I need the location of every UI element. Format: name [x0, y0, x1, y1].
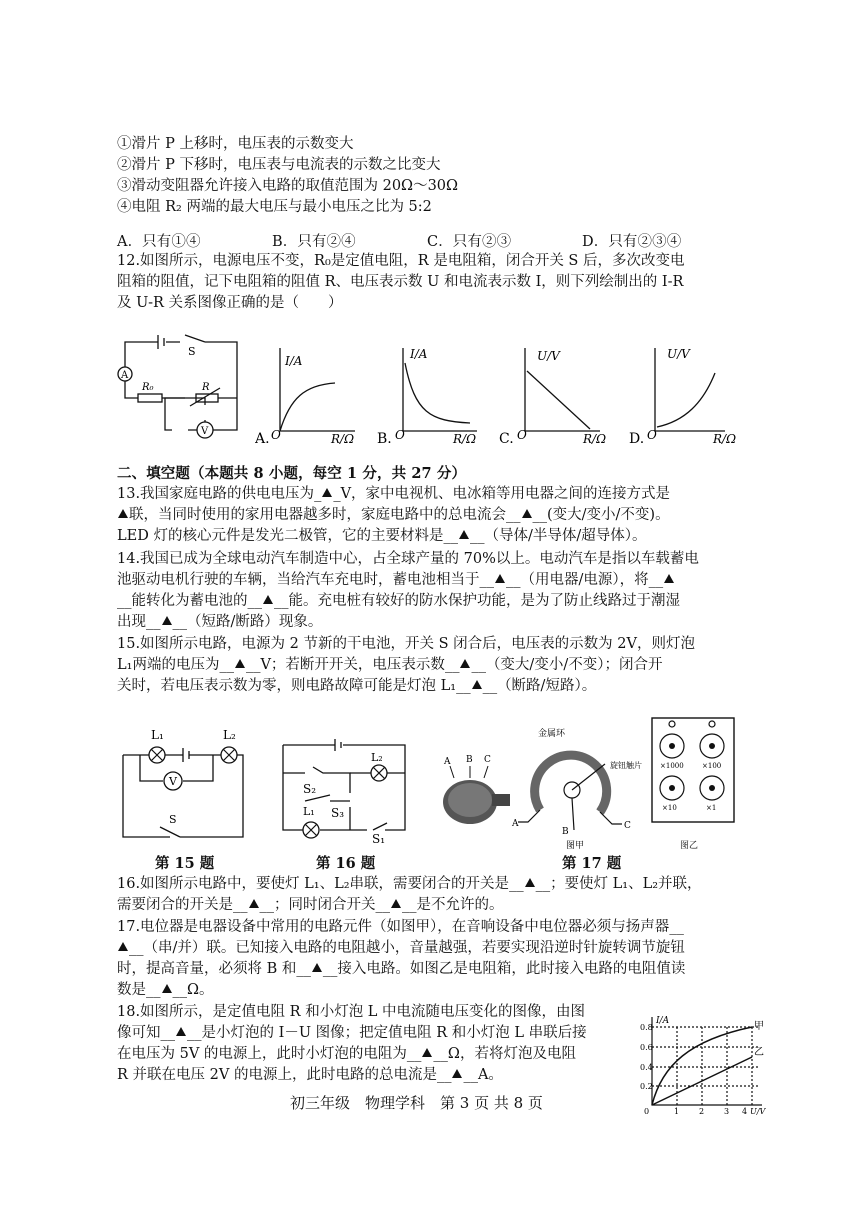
q18-xtick: 3: [724, 1107, 730, 1115]
q13-l3a: LED 灯的核心元件是发光二极管，它的主要材料是: [117, 528, 444, 544]
q16-l2c: 是不允许的。: [416, 897, 504, 913]
section2-title: 二、填空题（本题共 8 小题，每空 1 分，共 27 分）: [117, 465, 467, 482]
q18-l1: 18.如图所示，是定值电阻 R 和小灯泡 L 中电流随电压变化的图像，由图: [117, 1004, 586, 1020]
fig16-s3-label: S₃: [331, 806, 345, 820]
fig15-lamp-l1: [149, 747, 165, 763]
dial-100-label: ×100: [702, 762, 722, 770]
q11-option-1: ①滑片 P 上移时，电压表的示数变大: [117, 136, 354, 152]
q15-l2a: L₁两端的电压为: [117, 657, 220, 673]
q13-l1a: 13.我国家庭电路的供电电压为: [117, 486, 315, 502]
fig15-l2-label: L₂: [223, 728, 236, 742]
graph-c-origin: O: [517, 428, 527, 442]
q15-l3b: （断路/短路）。: [497, 678, 597, 694]
q18-yi-label: 乙: [754, 1047, 764, 1058]
graph-a-choice: A.: [255, 431, 270, 447]
q14-l4b: （短路/断路）现象。: [187, 614, 323, 630]
q17-l3a: 时，提高音量，必须将 B 和: [117, 961, 297, 977]
q18-ytick: 0.8: [640, 1023, 653, 1032]
fig15-s-label: S: [169, 813, 177, 826]
q17-l3b: 接入电路。如图乙是电阻箱，此时接入电路的电阻值读: [337, 961, 686, 977]
potentiometer-photo: [443, 766, 510, 824]
fig16-s1-label: S₁: [372, 832, 386, 846]
q12-line1: 12.如图所示，电源电压不变，R₀是定值电阻，R 是电阻箱，闭合开关 S 后，多次改变电: [117, 253, 685, 269]
answer-blank-icon: [460, 659, 470, 668]
answer-blank-icon: [263, 595, 273, 604]
q13-l3b: （导体/半导体/超导体）。: [484, 528, 647, 544]
q12-r0-label: R₀: [142, 382, 154, 393]
q15-l1: 15.如图所示电路，电源为 2 节新的干电池，开关 S 闭合后，电压表的示数为 2V，则灯泡: [117, 636, 695, 652]
answer-blank-icon: [495, 574, 505, 583]
q12-switch-label: S: [188, 345, 196, 358]
q12-circuit-diagram: [110, 330, 245, 440]
photo-c-label: C: [484, 755, 491, 765]
graph-d-origin: O: [647, 428, 657, 442]
q14-l4a: 出现: [117, 614, 146, 630]
q18-xlabel: U/V: [750, 1107, 766, 1115]
answer-blank-icon: [322, 488, 332, 497]
dial-1000-label: ×1000: [660, 762, 684, 770]
q11-option-3: ③滑动变阻器允许接入电路的取值范围为 20Ω～30Ω: [117, 178, 459, 194]
fig15-l1-label: L₁: [151, 728, 164, 742]
q11-answer-a: A．只有①④: [117, 234, 201, 250]
q18-l2a: 像可知: [117, 1025, 161, 1041]
q18: 18.如图所示，是定值电阻 R 和小灯泡 L 中电流随电压变化的图像，由图 像可知__ __是小灯泡的 I－U 图像；把定值电阻 R 和小灯泡 L 串联后接 在电压为 5V 的电源上，此时小灯泡的电阻为__ __Ω，若将灯泡及电阻 R 并联在电压 2V 的电源上，此时电路的总电流是__ __A。: [117, 1002, 757, 1086]
q18-xtick: 4: [742, 1107, 748, 1115]
fig17-resistance-box: [650, 716, 740, 831]
answer-blank-icon: [249, 899, 259, 908]
q12-r-label: R: [202, 382, 210, 393]
q17-l4b: Ω。: [187, 982, 214, 998]
q11-answer-b: B．只有②④: [272, 234, 356, 250]
fig15-caption: 第 15 题: [155, 855, 215, 872]
q11-option-4: ④电阻 R₂ 两端的最大电压与最小电压之比为 5:2: [117, 199, 432, 215]
q18-ytick: 0.4: [640, 1063, 653, 1072]
q18-l3b: Ω，若将灯泡及电阻: [447, 1046, 576, 1062]
answer-blank-icon: [391, 899, 401, 908]
q13-l2b: (变大/变小/不变)。: [547, 507, 670, 523]
schem-b-label: B: [562, 827, 569, 837]
q12-ammeter-label: A: [121, 370, 129, 381]
q15-l2b: V；若断开开关，电压表示数: [260, 657, 445, 673]
answer-blank-icon: [176, 1027, 186, 1036]
metal-ring-label: 金属环: [538, 729, 566, 739]
fig16-circuit: [275, 735, 415, 850]
fig16-s2-label: S₂: [303, 782, 317, 796]
answer-blank-icon: [422, 1048, 432, 1057]
q12-stem: [117, 251, 757, 314]
fig16-l1-label: L₁: [303, 805, 315, 818]
q13: 13.我国家庭电路的供电电压为_ _V，家中电视机、电冰箱等用电器之间的连接方式是 联，当同时使用的家用电器越多时，家庭电路中的总电流会__ __(变大/变小/不变)。 LED 灯的核心元件是发光二极管，它的主要材料是__ __（导体/半导体/超导体）。: [117, 486, 671, 544]
fig16-caption: 第 16 题: [316, 855, 376, 872]
answer-blank-icon: [235, 659, 245, 668]
fig-yi-label: 图乙: [680, 841, 699, 851]
q16-l1a: 16.如图所示电路中，要使灯 L₁、L₂串联，需要闭合的开关是: [117, 876, 510, 892]
answer-blank-icon: [664, 574, 674, 583]
answer-blank-icon: [312, 963, 322, 972]
q16: 16.如图所示电路中，要使灯 L₁、L₂串联，需要闭合的开关是__ __；要使灯 L₁、L₂并联， 需要闭合的开关是__ __；同时闭合开关__ __是不允许的。: [117, 876, 702, 913]
graph-a-origin: O: [271, 428, 281, 442]
q18-jia-label: 甲: [754, 1021, 764, 1032]
q14: 14.我国已成为全球电动汽车制造中心，占全球产量的 70%以上。电动汽车是指以车载蓄电 池驱动电机行驶的车辆，当给汽车充电时，蓄电池相当于__ __（用电器/电源），将__ __能转化为蓄电池的__ __能。充电桩有较好的防水保护功能，是为了防止线路过于潮湿 出现__ __（短路/断路）现象。: [117, 549, 757, 633]
q15: 15.如图所示电路，电源为 2 节新的干电池，开关 S 闭合后，电压表的示数为 2V，则灯泡 L₁两端的电压为__ __V；若断开开关，电压表示数__ __（变大/变小/不变）；闭合开 关时，若电压表示数为零，则电路故障可能是灯泡 L₁__ __（断路/短路）。: [117, 634, 757, 697]
q18-xtick: 2: [699, 1107, 705, 1115]
q12-line3: 及 U-R 关系图像正确的是（ ）: [117, 295, 343, 311]
q18-l4b: A。: [477, 1067, 503, 1083]
answer-blank-icon: [162, 984, 172, 993]
q12-line2: 阻箱的阻值，记下电阻箱的阻值 R、电压表示数 U 和电流表示数 I，则下列绘制出的 I-R: [117, 274, 684, 290]
q14-l2a: 池驱动电机行驶的车辆，当给汽车充电时，蓄电池相当于: [117, 572, 480, 588]
q18-ytick: 0.2: [640, 1082, 653, 1091]
q15-l3a: 关时，若电压表示数为零，则电路故障可能是灯泡 L₁: [117, 678, 457, 694]
q17: 17.电位器是电器设备中常用的电路元件（如图甲），在音响设备中电位器必须与扬声器__ __（串/并）联。已知接入电路的电阻越小，音量越强，若要实现沿逆时针旋转调节旋钮 时，提高音量，必须将 B 和__ __接入电路。如图乙是电阻箱，此时接入电路的电阻值读 数是__ __Ω。: [117, 919, 686, 998]
q16-l2a: 需要闭合的开关是: [117, 897, 233, 913]
answer-blank-icon: [525, 878, 535, 887]
graph-a-xlabel: R/Ω: [331, 432, 355, 446]
q15-l2c: （变大/变小/不变）；闭合开: [485, 657, 663, 673]
fig16-lamp-l2: [371, 765, 387, 781]
answer-blank-icon: [459, 530, 469, 539]
q16-l1b: ；要使灯 L₁、L₂并联，: [550, 876, 702, 892]
q11-answer-d: D．只有②③④: [582, 234, 682, 250]
schem-a-label: A: [512, 819, 519, 829]
curve-jia: [652, 1027, 752, 1105]
q17-l2a: （串/并）联。已知接入电路的电阻越小，音量越强，若要实现沿逆时针旋转调节旋钮: [143, 940, 685, 956]
schem-c-label: C: [624, 821, 631, 831]
q13-l1b: V，家中电视机、电冰箱等用电器之间的连接方式是: [340, 486, 671, 502]
answer-blank-icon: [118, 942, 128, 951]
q18-l3a: 在电压为 5V 的电源上，此时小灯泡的电阻为: [117, 1046, 407, 1062]
q18-ylabel: I/A: [656, 1016, 670, 1026]
graph-d-xlabel: R/Ω: [713, 432, 737, 446]
q11-options: [117, 134, 757, 218]
graph-a-ylabel: I/A: [285, 354, 303, 368]
photo-b-label: B: [466, 755, 473, 765]
q18-xtick: 1: [674, 1107, 680, 1115]
fig17-caption: 第 17 题: [562, 855, 622, 872]
graph-b-xlabel: R/Ω: [453, 432, 477, 446]
knob-label: 旋钮触片: [610, 761, 642, 770]
q12-graph-options: [255, 343, 765, 448]
dial-10-label: ×10: [662, 804, 677, 812]
graph-c-choice: C.: [499, 431, 514, 447]
fig16-l2-label: L₂: [371, 751, 383, 764]
fig15-v-label: V: [169, 775, 177, 788]
q18-ytick: 0.6: [640, 1043, 653, 1052]
q14-l3a: 能转化为蓄电池的: [131, 593, 248, 609]
q18-l4a: R 并联在电压 2V 的电源上，此时电路的总电流是: [117, 1067, 437, 1083]
graph-b-choice: B.: [377, 431, 392, 447]
q18-l2b: 是小灯泡的 I－U 图像；把定值电阻 R 和小灯泡 L 串联后接: [201, 1025, 587, 1041]
graph-b-ylabel: I/A: [410, 347, 428, 361]
answer-blank-icon: [522, 509, 532, 518]
fig17-potentiometer: [440, 720, 650, 860]
graph-b-origin: O: [395, 428, 405, 442]
q11-answer-c: C．只有②③: [427, 234, 512, 250]
page-footer: 初三年级 物理学科 第 3 页 共 8 页: [290, 1094, 543, 1112]
graph-c-xlabel: R/Ω: [583, 432, 607, 446]
graph-d-ylabel: U/V: [667, 347, 690, 361]
q11-answers: [117, 230, 681, 251]
q11-option-2: ②滑片 P 下移时，电压表与电流表的示数之比变大: [117, 157, 441, 173]
fig15-circuit: [115, 725, 255, 850]
q14-l3b: 能。充电桩有较好的防水保护功能，是为了防止线路过于潮湿: [288, 593, 680, 609]
graph-c-ylabel: U/V: [537, 349, 560, 363]
q12-voltmeter-label: V: [201, 426, 209, 437]
q14-l1: 14.我国已成为全球电动汽车制造中心，占全球产量的 70%以上。电动汽车是指以车载蓄电: [117, 551, 699, 567]
potentiometer-schematic: [518, 755, 622, 830]
q18-origin: 0: [644, 1107, 650, 1115]
q13-l2a: 联，当同时使用的家用电器越多时，家庭电路中的总电流会: [129, 507, 506, 523]
q18-iu-graph: [640, 1015, 770, 1115]
fig15-lamp-l2: [221, 747, 237, 763]
answer-blank-icon: [452, 1069, 462, 1078]
fig16-lamp-l1: [303, 822, 319, 838]
answer-blank-icon: [118, 509, 128, 518]
q17-l4a: 数是: [117, 982, 146, 998]
q17-l1a: 17.电位器是电器设备中常用的电路元件（如图甲），在音响设备中电位器必须与扬声器: [117, 919, 670, 935]
answer-blank-icon: [472, 680, 482, 689]
answer-blank-icon: [162, 616, 172, 625]
q16-l2b: ；同时闭合开关: [274, 897, 376, 913]
dial-1-label: ×1: [706, 804, 717, 812]
graph-d-choice: D.: [629, 431, 645, 447]
fig-jia-label: 图甲: [566, 841, 585, 851]
photo-a-label: A: [444, 757, 451, 767]
q14-l2b: （用电器/电源），将: [520, 572, 649, 588]
